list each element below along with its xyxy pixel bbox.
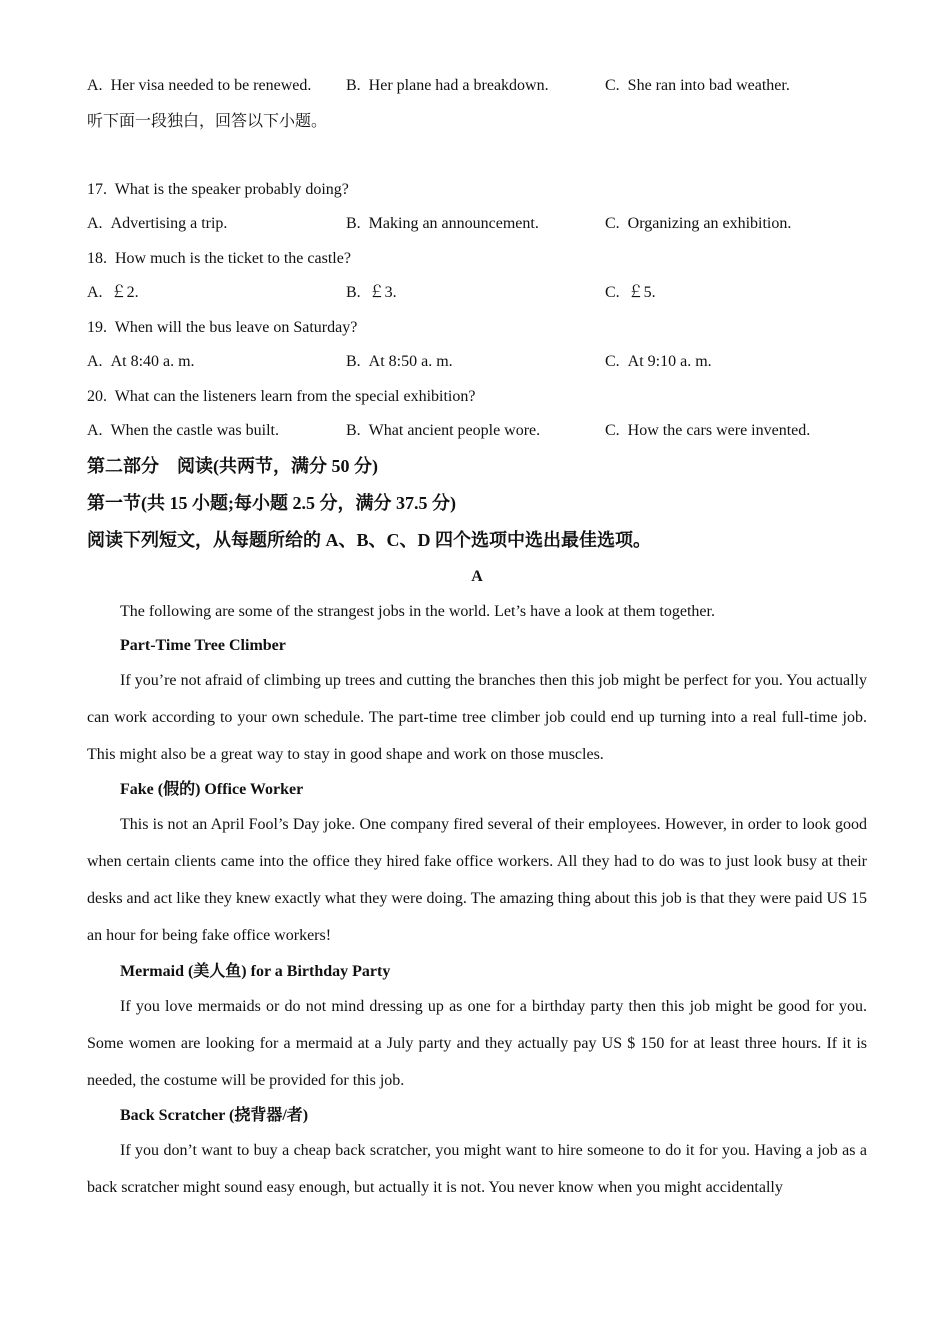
section1-title: 第一节(共 15 小题;每小题 2.5 分，满分 37.5 分) <box>87 493 456 513</box>
passage-intro: The following are some of the strangest jobs in the world. Let’s have a look at them together. <box>120 603 715 620</box>
option-b: B. At 8:50 a. m. <box>346 353 453 370</box>
job-title-back-scratcher: Back Scratcher (挠背器/者) <box>120 1107 309 1124</box>
part2-title: 第二部分 阅读(共两节，满分 50 分) <box>87 456 378 476</box>
option-b: B. Making an announcement. <box>346 215 539 232</box>
job-text-fake-office-worker: This is not an April Fool’s Day joke. One company fired several of their employees. However, in order to look good when certain clients came into the office they hired fake office workers. All they had to do was to just look busy at their desks and act like they knew exactly what they were doing. The amazing thing about this job is that they were paid US 15 an hour for being fake office workers! <box>87 816 867 944</box>
job-title-fake-office-worker: Fake (假的) Office Worker <box>120 781 304 798</box>
option-a: A. When the castle was built. <box>87 422 279 439</box>
q17-options <box>87 214 867 234</box>
option-c: C. At 9:10 a. m. <box>605 353 712 370</box>
option-c: C. How the cars were invented. <box>605 422 811 439</box>
job-text-back-scratcher: If you don’t want to buy a cheap back scratcher, you might want to hire someone to do it for you. Having a job as a back scratcher might sound easy enough, but actually it is not. You never know when you might accidentally <box>87 1142 867 1196</box>
q19-options <box>87 352 867 372</box>
job-text-mermaid: If you love mermaids or do not mind dressing up as one for a birthday party then this job might be good for you. Some women are looking for a mermaid at a July party and they actually pay US $ 150 for at least three hours. If it is needed, the costume will be provided for this job. <box>87 998 867 1089</box>
job-title-mermaid: Mermaid (美人鱼) for a Birthday Party <box>120 963 391 980</box>
option-c: C. Organizing an exhibition. <box>605 215 792 232</box>
job-text-tree-climber: If you’re not afraid of climbing up trees and cutting the branches then this job might be perfect for you. You actually can work according to your own schedule. The part-time tree climber job could end up turning into a real full-time job. This might also be a great way to stay in good shape and work on those muscles. <box>87 672 867 763</box>
option-b: B. ￡3. <box>346 284 397 301</box>
option-c: C. She ran into bad weather. <box>605 77 790 94</box>
passage-label: A <box>471 568 483 585</box>
job-title-tree-climber: Part-Time Tree Climber <box>120 637 286 654</box>
option-a: A. Advertising a trip. <box>87 215 228 232</box>
q18-options <box>87 283 867 303</box>
question-19: 19. When will the bus leave on Saturday? <box>87 319 358 336</box>
reading-instruction: 阅读下列短文，从每题所给的 A、B、C、D 四个选项中选出最佳选项。 <box>87 530 651 550</box>
monologue-intro: 听下面一段独白，回答以下小题。 <box>87 113 328 130</box>
q20-options <box>87 421 867 441</box>
option-b: B. What ancient people wore. <box>346 422 541 439</box>
question-18: 18. How much is the ticket to the castle? <box>87 250 351 267</box>
option-a: A. Her visa needed to be renewed. <box>87 77 312 94</box>
option-a: A. ￡2. <box>87 284 139 301</box>
question-20: 20. What can the listeners learn from the special exhibition? <box>87 388 476 405</box>
q16-options <box>87 76 867 96</box>
question-17: 17. What is the speaker probably doing? <box>87 181 349 198</box>
option-b: B. Her plane had a breakdown. <box>346 77 549 94</box>
option-a: A. At 8:40 a. m. <box>87 353 195 370</box>
option-c: C. ￡5. <box>605 284 656 301</box>
